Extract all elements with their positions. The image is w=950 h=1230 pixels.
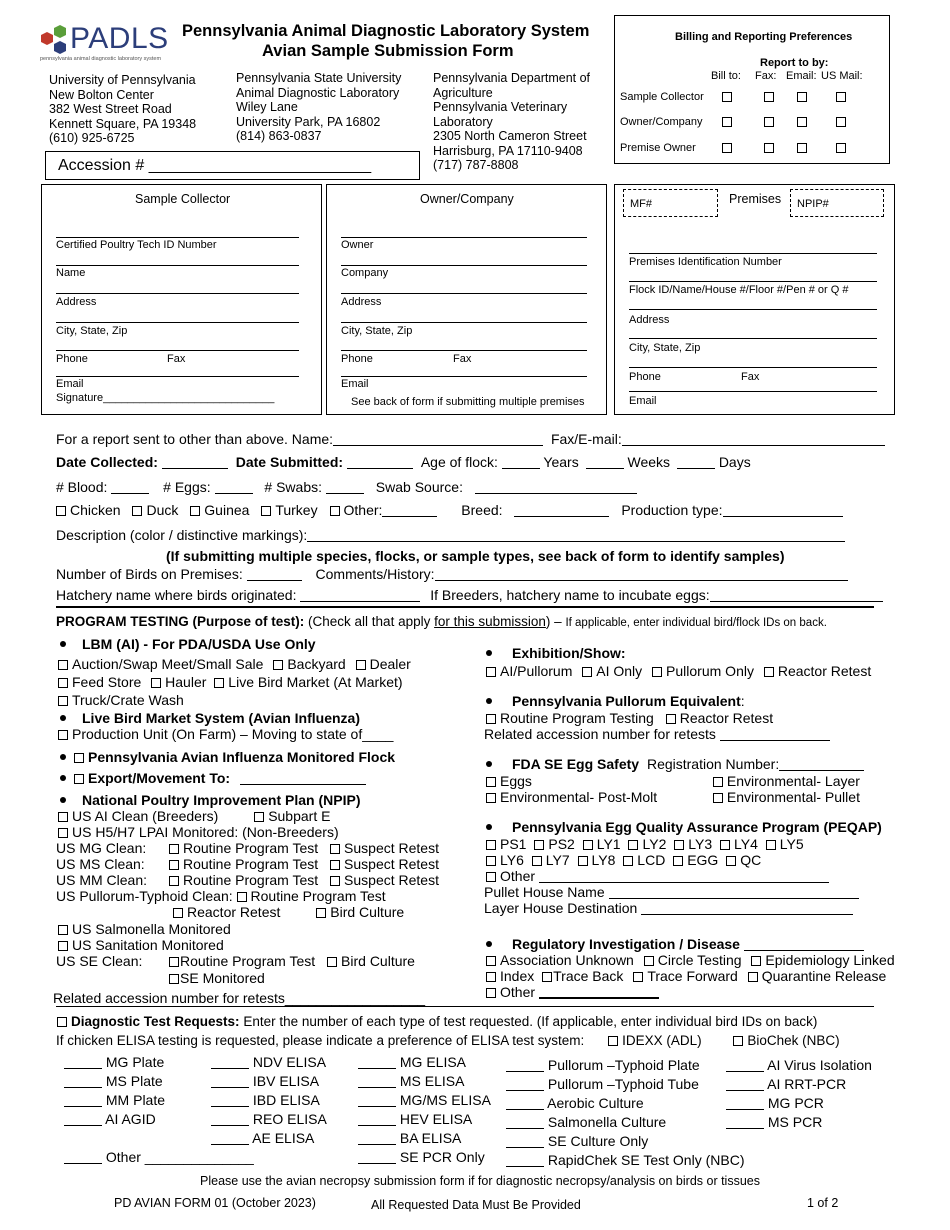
checkbox[interactable] [623,856,633,866]
diag-col4: Pullorum –Typhoid Plate Pullorum –Typhoid Tube Aerobic Culture Salmonella Culture SE Culture Only RapidChek SE Test Only (NBC) [506,1056,744,1170]
checkbox[interactable] [836,143,846,153]
ppe-row: Routine Program Testing Reactor Retest [486,710,773,726]
checkbox[interactable] [764,143,774,153]
checkbox[interactable] [169,860,179,870]
sanit-row: US Sanitation Monitored [58,937,224,953]
checkbox[interactable] [486,777,496,787]
owner-multiple-note: See back of form if submitting multiple premises [351,396,585,408]
billing-title: Billing and Reporting Preferences [675,31,853,43]
checkbox[interactable] [733,1036,743,1046]
checkbox[interactable] [254,812,264,822]
ms-row: US MS Clean: Routine Program Test Suspect Retest [56,856,439,872]
checkbox[interactable] [486,872,496,882]
lbm-row3: Truck/Crate Wash [58,692,184,708]
checkbox[interactable] [58,828,68,838]
export-row: Export/Movement To: [60,770,366,786]
layer-house: Layer House Destination [484,900,853,916]
checkbox[interactable] [751,956,761,966]
owner-title: Owner/Company [420,192,514,206]
collector-title: Sample Collector [135,192,231,206]
collector-field-fax: Fax [167,353,186,365]
address-pda: Pennsylvania Department of Agriculture Pennsylvania Veterinary Laboratory 2305 North Cameron Street Harrisburg, PA 17110-9408 (717) 787-8808 [433,71,591,172]
checkbox[interactable] [666,714,676,724]
logo-tagline: pennsylvania animal diagnostic laboratory system [40,56,162,62]
checkbox[interactable] [56,506,66,516]
checkbox[interactable] [532,856,542,866]
checkbox[interactable] [486,714,496,724]
billing-row-collector: Sample Collector [620,91,704,103]
fda-heading: FDA SE Egg Safety Registration Number: [486,756,864,772]
form-title-2: Avian Sample Submission Form [262,42,514,60]
checkbox[interactable] [726,856,736,866]
owner-field-city: City, State, Zip [341,325,413,337]
checkbox[interactable] [486,793,496,803]
premises-field-phone: Phone [629,371,661,383]
usmail-header: US Mail: [821,70,863,82]
email-header: Email: [786,70,817,82]
checkbox[interactable] [58,678,68,688]
accession-box[interactable] [45,151,420,180]
owner-field-company: Company [341,267,389,279]
checkbox[interactable] [169,876,179,886]
checkbox[interactable] [748,972,758,982]
checkbox[interactable] [151,678,161,688]
necropsy-note: Please use the avian necropsy submission form if for diagnostic necropsy/analysis on birds or tissues [200,1174,760,1188]
lbm-row1: Auction/Swap Meet/Small Sale Backyard Dealer [58,656,411,672]
collector-field-tech: Certified Poultry Tech ID Number [56,239,217,251]
checkbox[interactable] [169,844,179,854]
section-divider-2 [56,1006,874,1007]
hatchery-row: Hatchery name where birds originated: If Breeders, hatchery name to incubate eggs: [56,587,883,603]
checkbox[interactable] [330,844,340,854]
checkbox[interactable] [169,957,179,967]
checkbox[interactable] [578,856,588,866]
checkbox[interactable] [316,908,326,918]
exhib-row: AI/Pullorum AI Only Pullorum Only Reactor Retest [486,663,871,679]
checkbox[interactable] [486,972,496,982]
checkbox[interactable] [628,840,638,850]
reg-row1: Association Unknown Circle Testing Epidemiology Linked [486,952,895,968]
pullet-house: Pullet House Name [484,884,859,900]
description-row: Description (color / distinctive markings): [56,527,845,543]
checkbox[interactable] [652,667,662,677]
checkbox[interactable] [132,506,142,516]
premises-title: Premises [729,192,782,206]
section-divider [56,606,874,608]
bill-to-header: Bill to: [711,70,741,82]
checkbox[interactable] [534,840,544,850]
owner-field-owner: Owner [341,239,374,251]
paaimf-row: Pennsylvania Avian Influenza Monitored Flock [60,749,395,765]
diag-col5: AI Virus Isolation AI RRT-PCR MG PCR MS PCR [726,1056,872,1132]
checkbox[interactable] [713,793,723,803]
checkbox[interactable] [214,678,224,688]
billing-row-premise: Premise Owner [620,142,696,154]
checkbox[interactable] [797,92,807,102]
lbm-heading: LBM (AI) - For PDA/USDA Use Only [60,636,316,652]
report-other-row: For a report sent to other than above. Name: Fax/E-mail: [56,431,885,447]
diag-col2: NDV ELISA IBV ELISA IBD ELISA REO ELISA AE ELISA [211,1053,327,1148]
collector-field-name: Name [56,267,86,279]
checkbox[interactable] [58,660,68,670]
accession-label: Accession # _________________________ [58,157,372,174]
mf-field[interactable]: MF# [623,189,718,217]
collector-field-phone: Phone [56,353,88,365]
reg-inv-heading: Regulatory Investigation / Disease [486,936,864,952]
checkbox[interactable] [190,506,200,516]
billing-row-owner: Owner/Company [620,116,703,128]
premises-field-city: City, State, Zip [629,342,701,354]
peqap-other: Other [486,868,829,884]
checkbox[interactable] [720,840,730,850]
multiple-note: (If submitting multiple species, flocks, or sample types, see back of form to identify samples) [166,548,785,564]
dates-row: Date Collected: Date Submitted: Age of flock: Years Weeks Days [56,454,751,470]
checkbox[interactable] [58,941,68,951]
owner-company-box [326,184,607,415]
diag-col3: MG ELISA MS ELISA MG/MS ELISA HEV ELISA BA ELISA SE PCR Only [358,1053,491,1167]
logo-text: PADLS [70,22,169,55]
required-note: All Requested Data Must Be Provided [371,1198,581,1212]
diag-col1: MG Plate MS Plate MM Plate AI AGID Other ______________ [64,1053,254,1167]
checkbox[interactable] [330,506,340,516]
checkbox[interactable] [608,1036,618,1046]
premises-field-fax: Fax [741,371,760,383]
npip-heading: National Poultry Improvement Plan (NPIP) [60,792,361,808]
address-psu: Pennsylvania State University Animal Diagnostic Laboratory Wiley Lane University Park, PA 16802 (814) 863-0837 [236,71,402,143]
peqap-row2: LY6 LY7 LY8 LCD EGG QC [486,852,761,868]
collector-field-address: Address [56,296,97,308]
ppe-heading: Pennsylvania Pullorum Equivalent: [486,693,745,709]
collector-field-city: City, State, Zip [56,325,128,337]
npip-row1: US AI Clean (Breeders) Subpart E [58,808,330,824]
premises-field-id: Premises Identification Number [629,256,782,268]
npip-row2: US H5/H7 LPAI Monitored: (Non-Breeders) [58,824,339,840]
premises-field-email: Email [629,395,657,407]
owner-field-email: Email [341,378,369,390]
checkbox[interactable] [356,660,366,670]
checkbox[interactable] [797,143,807,153]
form-title-1: Pennsylvania Animal Diagnostic Laboratory System [182,22,590,40]
checkbox[interactable] [644,956,654,966]
fax-header: Fax: [755,70,777,82]
form-id: PD AVIAN FORM 01 (October 2023) [114,1196,316,1210]
premises-field-flock: Flock ID/Name/House #/Floor #/Pen # or Q # [629,284,849,296]
checkbox[interactable] [486,840,496,850]
checkbox[interactable] [58,925,68,935]
lbm-row2: Feed Store Hauler Live Bird Market (At Market) [58,674,403,690]
counts-row: # Blood: # Eggs: # Swabs: Swab Source: [56,479,637,495]
species-row: Chicken Duck Guinea Turkey Other: Breed: Production type: [56,502,843,518]
npip-field[interactable]: NPIP# [790,189,884,217]
premises-box [614,184,895,415]
checkbox[interactable] [486,667,496,677]
checkbox[interactable] [486,956,496,966]
related-retest-left[interactable]: Related accession number for retests__________________ [53,990,426,1006]
checkbox[interactable] [58,812,68,822]
production-unit-row: Production Unit (On Farm) – Moving to state of____ [58,726,393,742]
checkbox[interactable] [330,860,340,870]
reg-row2: Index Trace Back Trace Forward Quarantine Release [486,968,886,984]
checkbox[interactable] [583,840,593,850]
se-clean-row: US SE Clean: Routine Program Test Bird Culture [56,953,415,969]
checkbox[interactable] [797,117,807,127]
checkbox[interactable] [169,974,179,984]
collector-field-email: Email [56,378,84,390]
checkbox[interactable] [330,876,340,886]
salm-row: US Salmonella Monitored [58,921,231,937]
checkbox[interactable] [633,972,643,982]
sample-collector-box [41,184,322,415]
page-number: 1 of 2 [807,1196,839,1210]
address-penn: University of Pennsylvania New Bolton Center 382 West Street Road Kennett Square, PA 19348 (610) 925-6725 [49,73,197,145]
checkbox[interactable] [722,117,732,127]
checkbox[interactable] [674,840,684,850]
billing-box [614,15,890,164]
checkbox[interactable] [836,117,846,127]
fda-row1: Eggs Environmental- Layer [486,773,860,789]
checkbox[interactable] [486,856,496,866]
se-mon-row: SE Monitored [169,970,265,986]
checkbox[interactable] [673,856,683,866]
checkbox[interactable] [486,988,496,998]
checkbox[interactable] [327,957,337,967]
fda-row2: Environmental- Post-Molt Environmental- Pullet [486,789,860,805]
checkbox[interactable] [58,696,68,706]
checkbox[interactable] [273,660,283,670]
peqap-heading: Pennsylvania Egg Quality Assurance Program (PEQAP) [486,819,882,835]
checkbox[interactable] [764,667,774,677]
checkbox[interactable] [764,117,774,127]
lbms-heading: Live Bird Market System (Avian Influenza) [60,710,360,726]
checkbox[interactable] [764,92,774,102]
checkbox[interactable] [542,972,552,982]
checkbox[interactable] [722,143,732,153]
premises-field-address: Address [629,314,670,326]
mg-row: US MG Clean: Routine Program Test Suspect Retest [56,840,439,856]
owner-field-phone: Phone [341,353,373,365]
program-heading: PROGRAM TESTING (Purpose of test): (Check all that apply for this submission) – If applicable, enter individual bird/flock IDs on back. [56,614,827,629]
checkbox[interactable] [58,730,68,740]
pt-row: US Pullorum-Typhoid Clean: Routine Program Test [56,888,386,904]
checkbox[interactable] [722,92,732,102]
mm-row: US MM Clean: Routine Program Test Suspect Retest [56,872,439,888]
owner-field-address: Address [341,296,382,308]
checkbox[interactable] [836,92,846,102]
ppe-related: Related accession number for retests [484,726,830,742]
reg-other: Other [486,984,659,1000]
checkbox[interactable] [261,506,271,516]
owner-field-fax: Fax [453,353,472,365]
collector-signature[interactable]: Signature____________________________ [56,392,275,404]
checkbox[interactable] [74,774,84,784]
checkbox[interactable] [713,777,723,787]
checkbox[interactable] [74,753,84,763]
checkbox[interactable] [173,908,183,918]
report-to-label: Report to by: [760,57,829,69]
peqap-row1: PS1 PS2 LY1 LY2 LY3 LY4 LY5 [486,836,804,852]
checkbox[interactable] [582,667,592,677]
exhib-heading: Exhibition/Show: [486,645,626,661]
checkbox[interactable] [766,840,776,850]
diag-heading: Diagnostic Test Requests: Enter the number of each type of test requested. (If applicable, enter individual bird IDs on back) [57,1014,817,1029]
checkbox[interactable] [237,892,247,902]
elisa-pref-row: If chicken ELISA testing is requested, please indicate a preference of ELISA test system: IDEXX (ADL) BioChek (NBC) [56,1033,840,1048]
checkbox[interactable] [57,1017,67,1027]
birds-row: Number of Birds on Premises: Comments/History: [56,566,848,582]
pt-row2: Reactor Retest Bird Culture [173,904,404,920]
